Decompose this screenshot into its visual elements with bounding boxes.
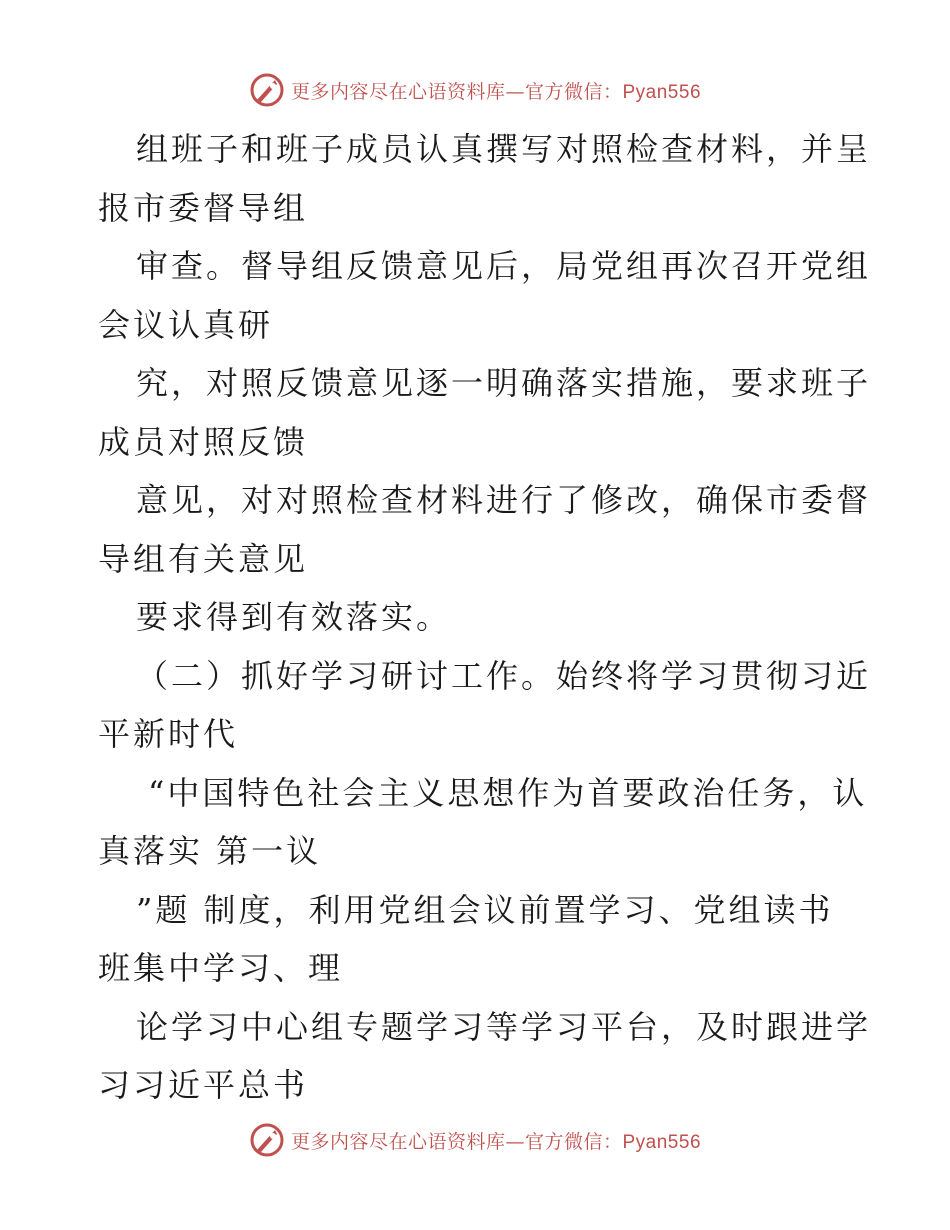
wechat-id: Pyan556 — [622, 81, 702, 103]
paragraph-line: （二）抓好学习研讨工作。始终将学习贯彻习近 — [136, 656, 872, 695]
banner-text — [291, 1127, 701, 1154]
document-body — [98, 120, 872, 1115]
banner-label: 更多内容尽在心语资料库—官方微信： — [290, 1130, 623, 1153]
quill-logo-icon — [249, 1122, 285, 1158]
paragraph-line: 成员对照反馈 — [98, 422, 309, 461]
paragraph-line: 审查。督导组反馈意见后，局党组再次召开党组 — [136, 247, 872, 285]
paragraph-line: ”题 制度，利用党组会议前置学习、党组读书 — [136, 890, 834, 929]
paragraph-line: 平新时代 — [98, 715, 239, 753]
paragraph-line: 组班子和班子成员认真撰写对照检查材料，并呈 — [136, 130, 872, 168]
paragraph-line: 论学习中心组专题学习等学习平台，及时跟进学 — [136, 1007, 872, 1046]
paragraph-line: 班集中学习、理 — [98, 949, 344, 987]
paragraph-line: 导组有关意见 — [98, 539, 309, 578]
paragraph-line: 真落实 第一议 — [98, 832, 322, 870]
paragraph-line: 习习近平总书 — [98, 1066, 309, 1104]
header-banner — [0, 70, 950, 110]
paragraph-line: 要求得到有效落实。 — [136, 598, 452, 636]
quill-logo-icon — [249, 72, 285, 108]
paragraph-line: 意见，对对照检查材料进行了修改，确保市委督 — [136, 481, 872, 519]
paragraph-line: 会议认真研 — [98, 305, 274, 344]
paragraph-line: “中国特色社会主义思想作为首要政治任务，认 — [148, 773, 868, 812]
wechat-id: Pyan556 — [622, 1131, 702, 1153]
footer-banner — [0, 1120, 950, 1160]
banner-label: 更多内容尽在心语资料库—官方微信： — [290, 80, 623, 103]
paragraph-line: 究，对照反馈意见逐一明确落实措施，要求班子 — [136, 364, 872, 402]
banner-text — [291, 77, 701, 104]
paragraph-line: 报市委督导组 — [98, 188, 309, 227]
